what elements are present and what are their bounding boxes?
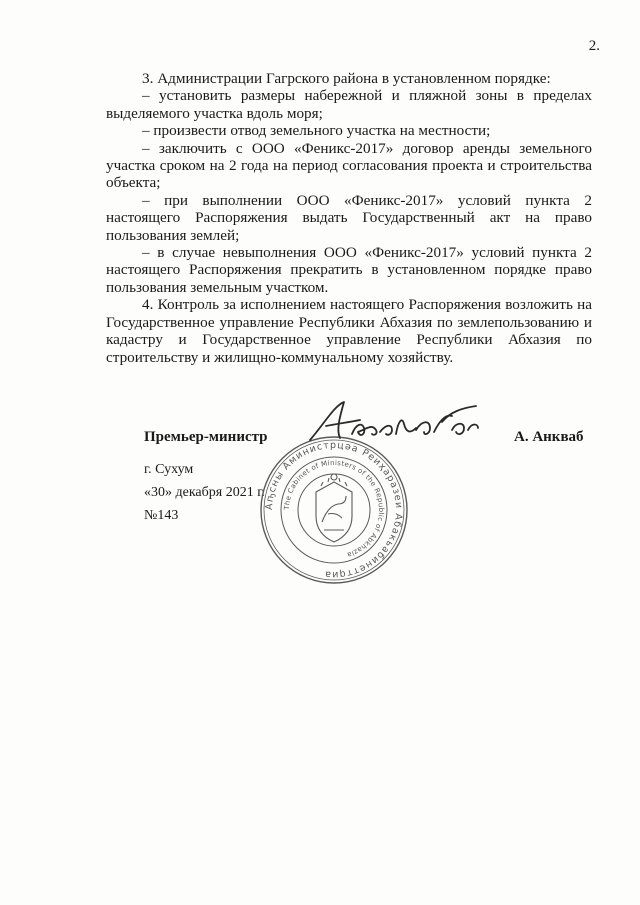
paragraph-4-control: 4. Контроль за исполнением настоящего Распоряжения возложить на Государственное управление Республики Абхазия по землепользованию и кадастру и Государственное управление Республики Абхазия по строительству и жилищно-коммунальному хозяйству. bbox=[106, 296, 592, 366]
handwritten-signature-icon bbox=[306, 394, 486, 454]
signatory-title: Премьер-министр bbox=[144, 429, 268, 445]
seal-outer-text: Аҧсны Аминистрцәа Реиҳаразеи Абакьабинеттqиа bbox=[263, 439, 405, 581]
bullet-embankment: – установить размеры набережной и пляжной зоны в пределах выделяемого участка вдоль моря; bbox=[106, 87, 592, 122]
document-number: №143 bbox=[144, 508, 179, 523]
paragraph-3-intro: 3. Администрации Гагрского района в установленном порядке: bbox=[142, 70, 551, 87]
official-seal-icon bbox=[258, 434, 410, 586]
page-number: 2. bbox=[588, 38, 600, 54]
issue-city: г. Сухум bbox=[144, 462, 194, 477]
signatory-name: А. Анкваб bbox=[514, 429, 584, 445]
coat-of-arms-icon bbox=[316, 474, 352, 542]
bullet-termination: – в случае невыполнения ООО «Феникс-2017» условий пункта 2 настоящего Распоряжения прекратить в установленном порядке право пользования земельным участком. bbox=[106, 244, 592, 296]
issue-date: «30» декабря 2021 г. bbox=[144, 485, 265, 500]
bullet-lease: – заключить с ООО «Феникс-2017» договор аренды земельного участка сроком на 2 года на период согласования проекта и строительства объекта; bbox=[106, 140, 592, 192]
seal-inner-text: The Cabinet of Ministers of the Republic of Abkhazia bbox=[282, 458, 386, 559]
bullet-allotment: – произвести отвод земельного участка на местности; bbox=[106, 122, 592, 139]
bullet-state-act: – при выполнении ООО «Феникс-2017» условий пункта 2 настоящего Распоряжения выдать Государственный акт на право пользования землей; bbox=[106, 192, 592, 244]
document-body bbox=[106, 70, 592, 366]
